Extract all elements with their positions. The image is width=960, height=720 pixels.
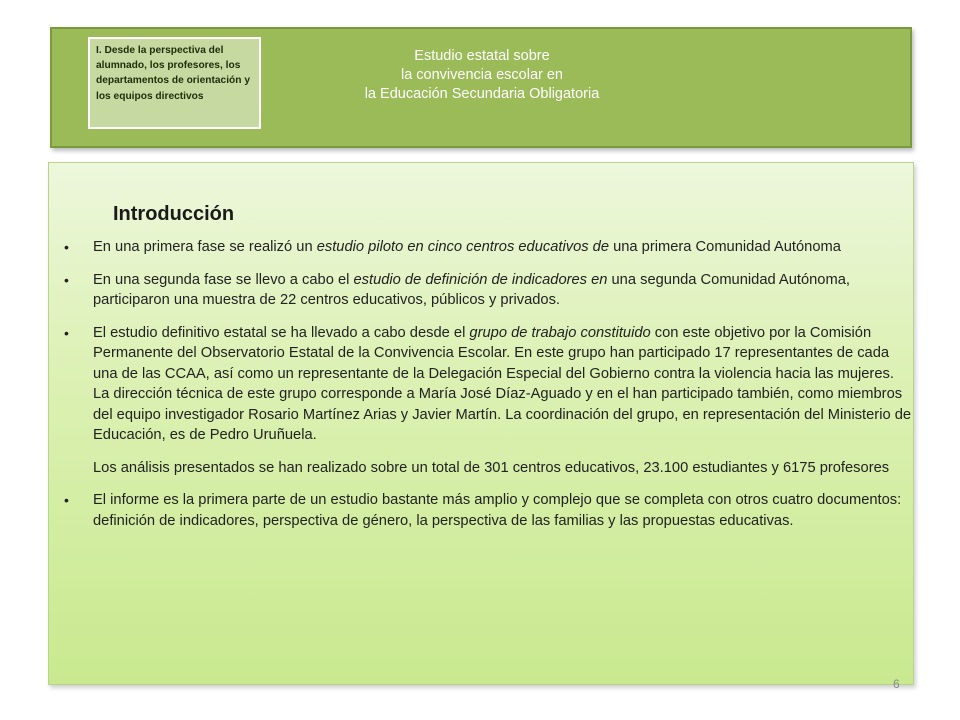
- item-italic-text: estudio de definición de indicadores en: [353, 271, 608, 288]
- section-label: I. Desde la perspectiva del alumnado, los profesores, los departamentos de orientación y los equipos directivos: [96, 45, 250, 102]
- title-line: la Educación Secundaria Obligatoria: [364, 86, 600, 102]
- item-text: con este objetivo por la Comisión Permanente del Observatorio Estatal de la Convivencia Escolar. En este grupo han participado 17 representantes de cada una de las CCAA, así como un representante de la Delegación Especial del Gobierno contra la violencia hacia las mujeres. La dirección técnica de este grupo corresponde a María José Díaz-Aguado y en el han participado también, como miembros del equipo investigador Rosario Martínez Arias y Javier Martín. La coordinación del grupo, en representación del Ministerio de Educación, es de Pedro Uruñuela.: [93, 324, 912, 443]
- item-text: una segunda Comunidad Autónoma, participaron una muestra de 22 centros educativos, públicos y privados.: [93, 271, 850, 308]
- slide-title: [292, 47, 672, 104]
- item-italic-text: estudio piloto en cinco centros educativos de: [316, 239, 610, 255]
- content-panel: [48, 162, 914, 685]
- bullet-icon: •: [64, 492, 69, 508]
- list-item: [93, 458, 913, 479]
- slide-header: [50, 27, 912, 148]
- item-italic-text: grupo de trabajo constituido: [469, 324, 651, 341]
- item-text: El informe es la primera parte de un estudio bastante más amplio y complejo que se completa con otros cuatro documentos: definición de indicadores, perspectiva de género, la perspectiva de las familias y las propuestas educativas.: [93, 492, 902, 529]
- section-label-box: [88, 37, 261, 129]
- section-heading: Introducción: [113, 203, 235, 225]
- list-item: [64, 490, 913, 531]
- item-text: una primera Comunidad Autónoma: [609, 239, 841, 255]
- item-text: En una primera fase se realizó un: [93, 239, 317, 255]
- bullet-icon: •: [64, 239, 69, 255]
- title-line: Estudio estatal sobre: [414, 48, 550, 64]
- list-item: [64, 323, 913, 446]
- list-item: [64, 270, 913, 311]
- bullet-icon: •: [64, 271, 69, 288]
- item-text: El estudio definitivo estatal se ha llevado a cabo desde el: [93, 324, 470, 341]
- item-text: En una segunda fase se llevo a cabo el: [93, 271, 354, 288]
- list-item: [64, 237, 913, 258]
- bullet-list: [49, 237, 915, 543]
- page-number: 6: [893, 677, 900, 691]
- item-text: Los análisis presentados se han realizado sobre un total de 301 centros educativos, 23.100 estudiantes y 6175 profesores: [93, 459, 890, 476]
- bullet-icon: •: [64, 324, 69, 341]
- title-line: la convivencia escolar en: [400, 67, 563, 83]
